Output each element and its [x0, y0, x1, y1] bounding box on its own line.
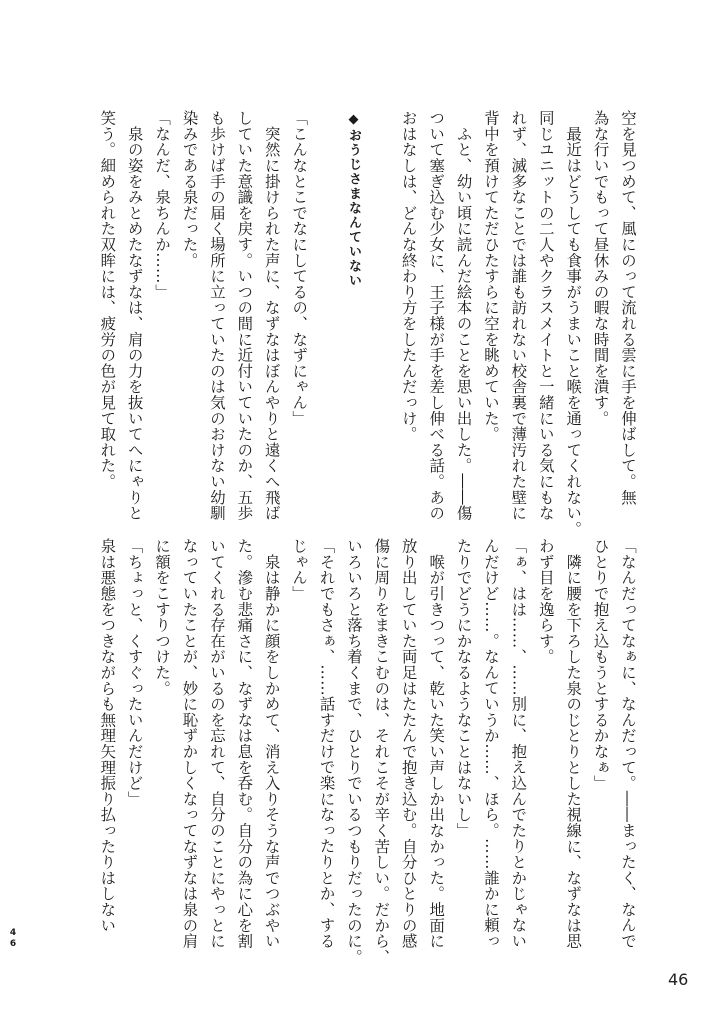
text-line: 最近はどうしても食事がうまいこと喉を通ってくれない。: [564, 110, 583, 537]
text-line: 空を見つめて、風にのって流れる雲に手を伸ばして。無: [619, 110, 637, 505]
text-line: 突然に掛けられた声に、なずなはぼんやりと遠くへ飛ば: [262, 110, 281, 521]
text-line: れず、滅多なことでは誰も訪れない校舎裏で薄汚れた壁に: [509, 110, 528, 521]
text-line: 「ぁ、はは……、……別に、抱え込んでたりとかじゃない: [509, 538, 528, 949]
text-line: なっていたことが、妙に恥ずかしくなってなずなは泉の肩: [180, 538, 199, 949]
text-line: 「なんだ、泉ちんか……」: [153, 110, 172, 300]
text-line: 隣に腰を下ろした泉のじとりとした視線に、なずなは思: [564, 538, 583, 949]
text-line: いろいろと落ち着くまで、ひとりでいるつもりだったのに。: [344, 538, 363, 965]
side-page-number: [8, 928, 18, 950]
upper-text-tier: [93, 110, 641, 537]
text-line: 「ちょっと、くすぐったいんだけど」: [125, 538, 144, 807]
blank-line: [312, 110, 339, 510]
text-line: 放り出していた両足はたたんで抱き込む。自分ひとりの感: [399, 538, 418, 949]
text-line: も歩けば手の届く場所に立っていたのは気のおけない幼馴: [207, 110, 226, 521]
text-line: 「こんなとこでなにしてるの、なずにゃん」: [290, 110, 309, 426]
text-line: いてくれる存在がいるのを忘れて、自分のことにやっとに: [207, 538, 226, 949]
side-page-digit: 4: [9, 928, 17, 938]
text-line: 染みである泉だった。: [180, 110, 199, 268]
text-line: 為な行いでもって昼休みの暇な時間を潰す。: [591, 110, 610, 426]
text-line: じゃん」: [290, 538, 309, 602]
side-page-digit: 6: [9, 939, 17, 949]
section-heading: ◆おうじさまなんていない: [345, 112, 361, 288]
text-line: ふと、幼い頃に読んだ絵本のことを思い出した。――傷: [454, 110, 473, 521]
text-line: た。滲む悲痛さに、なずなは息を呑む。自分の為に心を割: [235, 538, 254, 949]
text-line: 「それでもさぁ、……話すだけで楽になったりとか、する: [317, 538, 336, 949]
text-line: 笑う。細められた双眸には、疲労の色が見て取れた。: [98, 110, 117, 490]
lower-text-tier: [93, 538, 641, 965]
text-line: していた意識を戻す。いつの間に近付いていたのか、五歩: [235, 110, 254, 521]
text-line: 泉の姿をみとめたなずなは、肩の力を抜いてへにゃりと: [125, 110, 144, 521]
blank-line: [367, 110, 394, 510]
text-line: ひとりで抱え込もうとするかなぁ」: [591, 538, 610, 791]
text-line: 泉は悪態をつきながらも無理矢理振り払ったりはしない: [98, 538, 117, 933]
text-line: 同じユニットの二人やクラスメイトと一緒にいる気にもな: [536, 110, 555, 521]
text-line: に額をこすりつけた。: [153, 538, 172, 696]
text-line: おはなしは、どんな終わり方をしたんだっけ。: [399, 110, 418, 442]
text-line: 泉は静かに顔をしかめて、消え入りそうな声でつぶやい: [262, 538, 281, 949]
text-line: 背中を預けてただひたすらに空を眺めていた。: [481, 110, 500, 442]
text-line: んだけど……。なんていうか……、ほら。……誰かに頼っ: [481, 538, 500, 949]
text-line: たりでどうにかなるようなことはないし」: [454, 538, 473, 839]
text-line: 「なんだってなぁに、なんだって。――まったく、なんで: [619, 538, 637, 949]
text-line: 喉が引きつって、乾いた笑い声しか出なかった。地面に: [427, 538, 446, 949]
text-line: わず目を逸らす。: [536, 538, 555, 665]
text-line: ついて塞ぎ込む少女に、王子様が手を差し伸べる話。あの: [427, 110, 446, 521]
text-line: 傷に周りをまきこむのは、それこそが辛く苦しい。だから、: [372, 538, 391, 965]
page-number: 46: [668, 970, 689, 989]
